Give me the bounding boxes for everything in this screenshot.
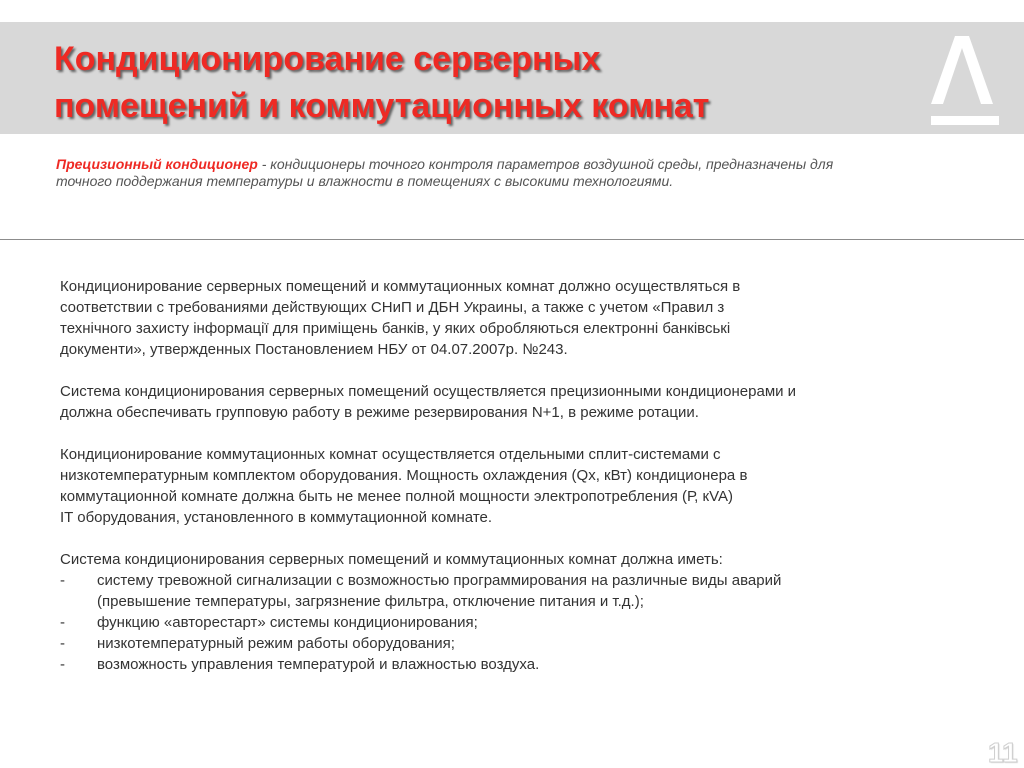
bullet-marker: -	[60, 656, 65, 673]
definition-term: Прецизионный кондиционер	[56, 156, 258, 172]
paragraph-line: должна обеспечивать групповую работу в режиме резервирования N+1, в режиме ротации.	[60, 404, 699, 421]
bullet-marker: -	[60, 614, 65, 631]
page-title	[54, 36, 709, 130]
list-item	[60, 633, 940, 654]
list-item-line: низкотемпературный режим работы оборудования;	[97, 635, 455, 652]
paragraph-line: Система кондиционирования серверных помещений и коммутационных комнат должна иметь:	[60, 551, 723, 568]
paragraph-line: IT оборудования, установленного в коммутационной комнате.	[60, 509, 493, 526]
paragraph-line: низкотемпературным комплектом оборудования. Мощность охлаждения (Qх, кВт) кондиционера в	[60, 467, 748, 484]
divider	[0, 239, 1024, 240]
list-item	[60, 612, 940, 633]
bullet-marker: -	[60, 635, 65, 652]
body-text	[60, 276, 940, 675]
paragraph-line: Кондиционирование серверных помещений и коммутационных комнат должно осуществляться в	[60, 278, 741, 295]
paragraph-line: соответствии с требованиями действующих СНиП и ДБН Украины, а также с учетом «Правил з	[60, 299, 725, 316]
paragraph-line: Система кондиционирования серверных помещений осуществляется прецизионными кондиционерами и	[60, 383, 797, 400]
paragraph-server-rooms	[60, 381, 940, 423]
paragraph-switch-rooms	[60, 444, 940, 528]
requirements-list	[60, 570, 940, 675]
list-item	[60, 654, 940, 675]
list-item-line: функцию «авторестарт» системы кондиционирования;	[97, 614, 478, 631]
title-line-2: помещений и коммутационных комнат	[54, 87, 710, 125]
list-item-line: систему тревожной сигнализации с возможностью программирования на различные виды аварий	[97, 572, 782, 589]
paragraph-requirements-intro	[60, 549, 940, 570]
list-item-line: возможность управления температурой и влажностью воздуха.	[97, 656, 540, 673]
page-number: 11	[988, 737, 1018, 768]
paragraph-line: коммутационной комнате должна быть не менее полной мощности электропотребления (Р, кVA)	[60, 488, 733, 505]
alfa-bank-logo-icon	[922, 28, 1002, 128]
paragraph-standards	[60, 276, 940, 360]
paragraph-line: Кондиционирование коммутационных комнат осуществляется отдельными сплит-системами с	[60, 446, 721, 463]
paragraph-line: технічного захисту інформації для приміщень банків, у яких обробляються електронні банківські	[60, 320, 731, 337]
definition-text	[56, 156, 846, 190]
bullet-marker: -	[60, 572, 65, 589]
definition-description: - кондиционеры точного контроля параметров воздушной среды, предназначены для точного поддержания температуры и влажности в помещениях с высокими технологиями.	[56, 156, 834, 189]
paragraph-line: документи», утвержденных Постановлением НБУ от 04.07.2007р. №243.	[60, 341, 568, 358]
list-item	[60, 570, 940, 612]
title-line-1: Кондиционирование серверных	[54, 40, 601, 78]
list-item-line: (превышение температуры, загрязнение фильтра, отключение питания и т.д.);	[97, 593, 644, 610]
